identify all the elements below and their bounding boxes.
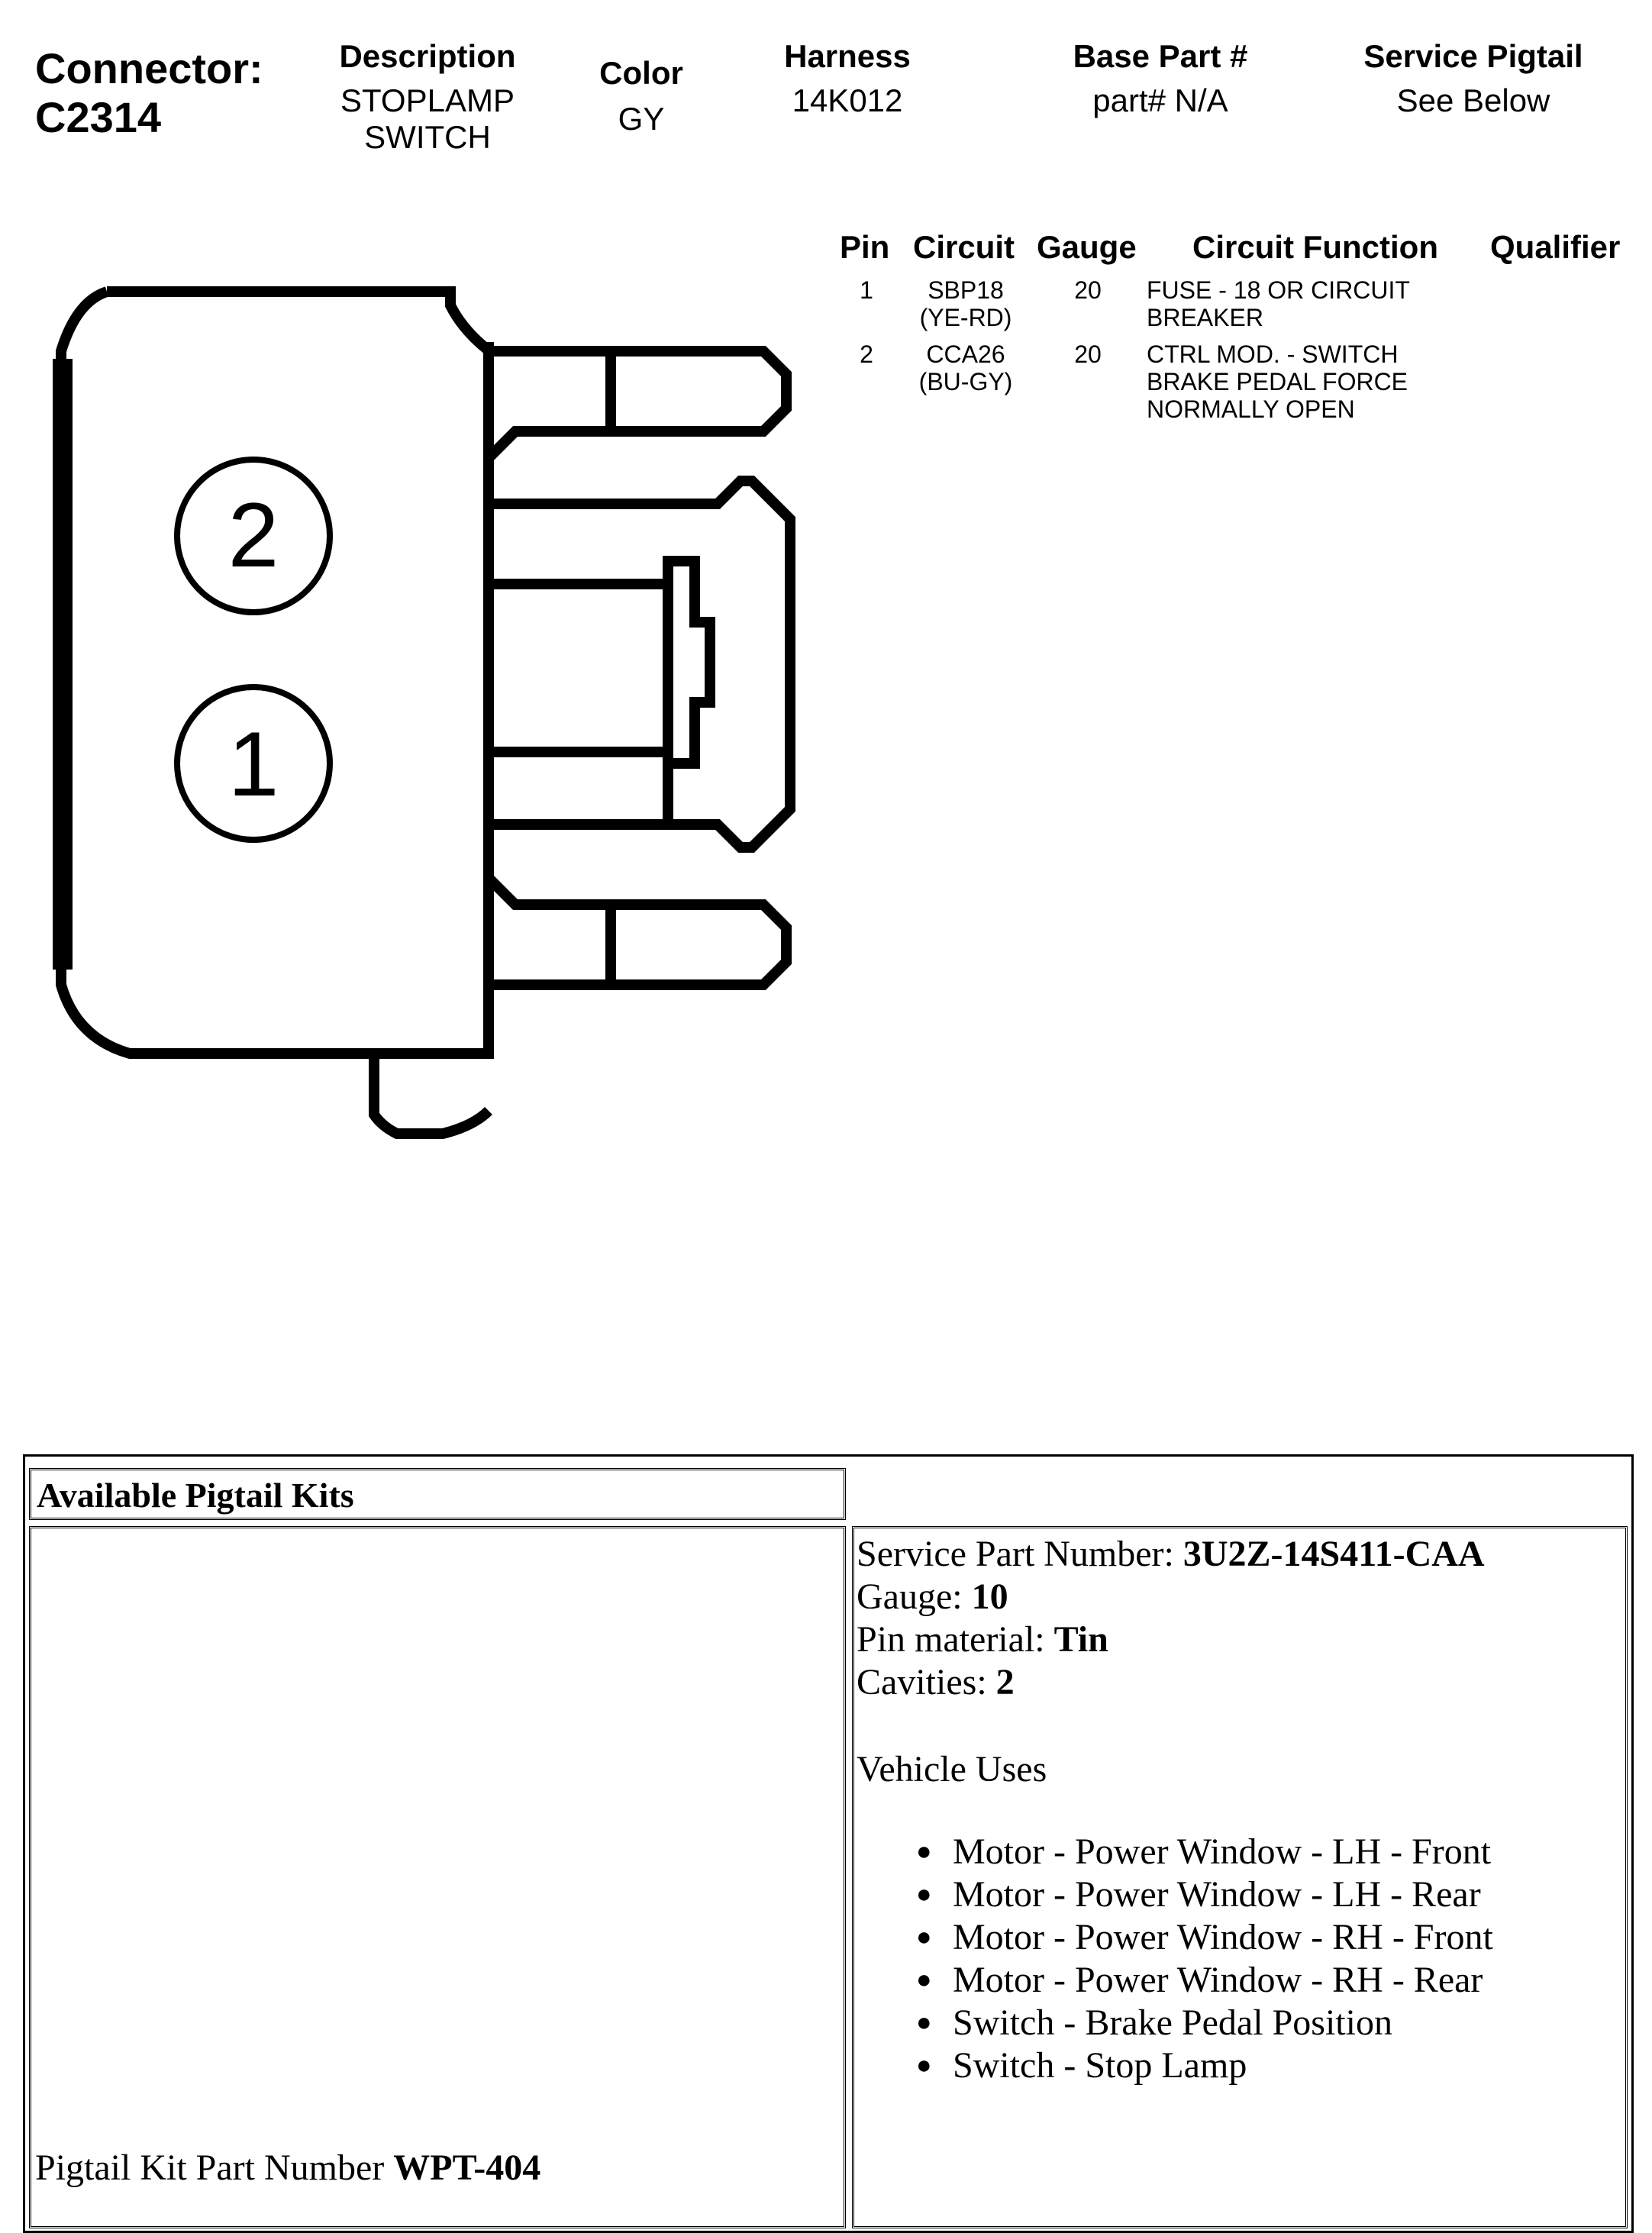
- connector-title: [35, 44, 263, 142]
- service-part-value: 3U2Z-14S411-CAA: [1183, 1534, 1485, 1574]
- description-label: Description: [339, 38, 516, 74]
- circuit-function-header: Circuit Function: [1192, 229, 1438, 265]
- connector-id: C2314: [35, 93, 162, 141]
- harness-value: 14K012: [792, 82, 903, 118]
- cavity-2: [177, 460, 330, 612]
- color-label: Color: [599, 55, 683, 91]
- pigtail-kits-title: Available Pigtail Kits: [37, 1476, 354, 1515]
- bullet-icon: ●: [916, 2051, 932, 2080]
- circuit-function-line: BRAKE PEDAL FORCE: [1147, 368, 1408, 395]
- pin-material-label: Pin material:: [857, 1619, 1054, 1660]
- vehicle-use: Motor - Power Window - LH - Rear: [953, 1874, 1481, 1915]
- connector-face-diagram: [46, 275, 809, 1160]
- connector-outline: [61, 292, 790, 1134]
- service-pigtail-value: See Below: [1396, 82, 1550, 118]
- circuit-color: (YE-RD): [919, 304, 1012, 331]
- description-line-1: STOPLAMP: [340, 82, 515, 118]
- pigtail-gauge: [857, 1576, 1008, 1618]
- kit-part-value: WPT-404: [393, 2147, 541, 2188]
- description-value: [321, 82, 534, 156]
- vehicle-use: Switch - Brake Pedal Position: [953, 2002, 1392, 2043]
- pin-material: [857, 1618, 1108, 1660]
- bullet-icon: ●: [916, 1966, 932, 1994]
- pigtail-gauge-label: Gauge:: [857, 1576, 972, 1617]
- pin-number: 2: [860, 340, 873, 368]
- pin-material-value: Tin: [1053, 1619, 1108, 1660]
- kit-image-cell: [29, 1526, 846, 2228]
- circuit-function-line: NORMALLY OPEN: [1147, 395, 1355, 423]
- bullet-icon: ●: [916, 1838, 932, 1866]
- pin-header: Pin: [840, 229, 890, 265]
- gauge-header: Gauge: [1037, 229, 1137, 265]
- circuit-function-line: BREAKER: [1147, 304, 1263, 331]
- service-part-label: Service Part Number:: [857, 1534, 1183, 1574]
- vehicle-use: Motor - Power Window - RH - Rear: [953, 1960, 1483, 2000]
- base-part-value: part# N/A: [1092, 82, 1228, 118]
- bullet-icon: ●: [916, 1880, 932, 1909]
- vehicle-use: Motor - Power Window - LH - Front: [953, 1831, 1492, 1872]
- base-part-label: Base Part #: [1073, 38, 1248, 74]
- service-pigtail-label: Service Pigtail: [1363, 38, 1583, 74]
- kit-part-number: [35, 2147, 540, 2189]
- harness-label: Harness: [784, 38, 911, 74]
- cavities-value: 2: [995, 1662, 1015, 1702]
- circuit-function-line: FUSE - 18 OR CIRCUIT: [1147, 276, 1410, 304]
- list-item: [916, 1916, 1493, 1959]
- pigtail-gauge-value: 10: [971, 1576, 1008, 1617]
- circuit-header: Circuit: [913, 229, 1015, 265]
- wire-gauge: 20: [1074, 276, 1102, 304]
- description-line-2: SWITCH: [364, 119, 491, 155]
- vehicle-uses-title: Vehicle Uses: [857, 1749, 1047, 1789]
- list-item: [916, 1959, 1493, 2002]
- cavities: [857, 1661, 1015, 1703]
- list-item: [916, 1831, 1493, 1873]
- bullet-icon: ●: [916, 2009, 932, 2037]
- circuit-color: (BU-GY): [918, 368, 1013, 395]
- vehicle-use: Switch - Stop Lamp: [953, 2045, 1247, 2086]
- cavities-label: Cavities:: [857, 1662, 996, 1702]
- connector-label: Connector:: [35, 44, 263, 92]
- service-part-number: [857, 1533, 1485, 1575]
- list-item: [916, 1873, 1493, 1916]
- vehicle-use: Motor - Power Window - RH - Front: [953, 1917, 1493, 1957]
- vehicle-uses-list: [916, 1831, 1493, 2087]
- circuit-function-line: CTRL MOD. - SWITCH: [1147, 340, 1399, 368]
- qualifier-header: Qualifier: [1490, 229, 1621, 265]
- cavity-1-label: 1: [227, 713, 279, 815]
- bullet-icon: ●: [916, 1923, 932, 1951]
- list-item: [916, 2002, 1493, 2044]
- wire-gauge: 20: [1074, 340, 1102, 368]
- color-value: GY: [618, 101, 665, 137]
- kit-part-label: Pigtail Kit Part Number: [35, 2147, 394, 2188]
- list-item: [916, 2044, 1493, 2087]
- pin-number: 1: [860, 276, 873, 304]
- circuit-code: CCA26: [926, 340, 1005, 368]
- circuit-code: SBP18: [928, 276, 1004, 304]
- cavity-2-label: 2: [227, 484, 279, 586]
- cavity-1: [177, 687, 330, 840]
